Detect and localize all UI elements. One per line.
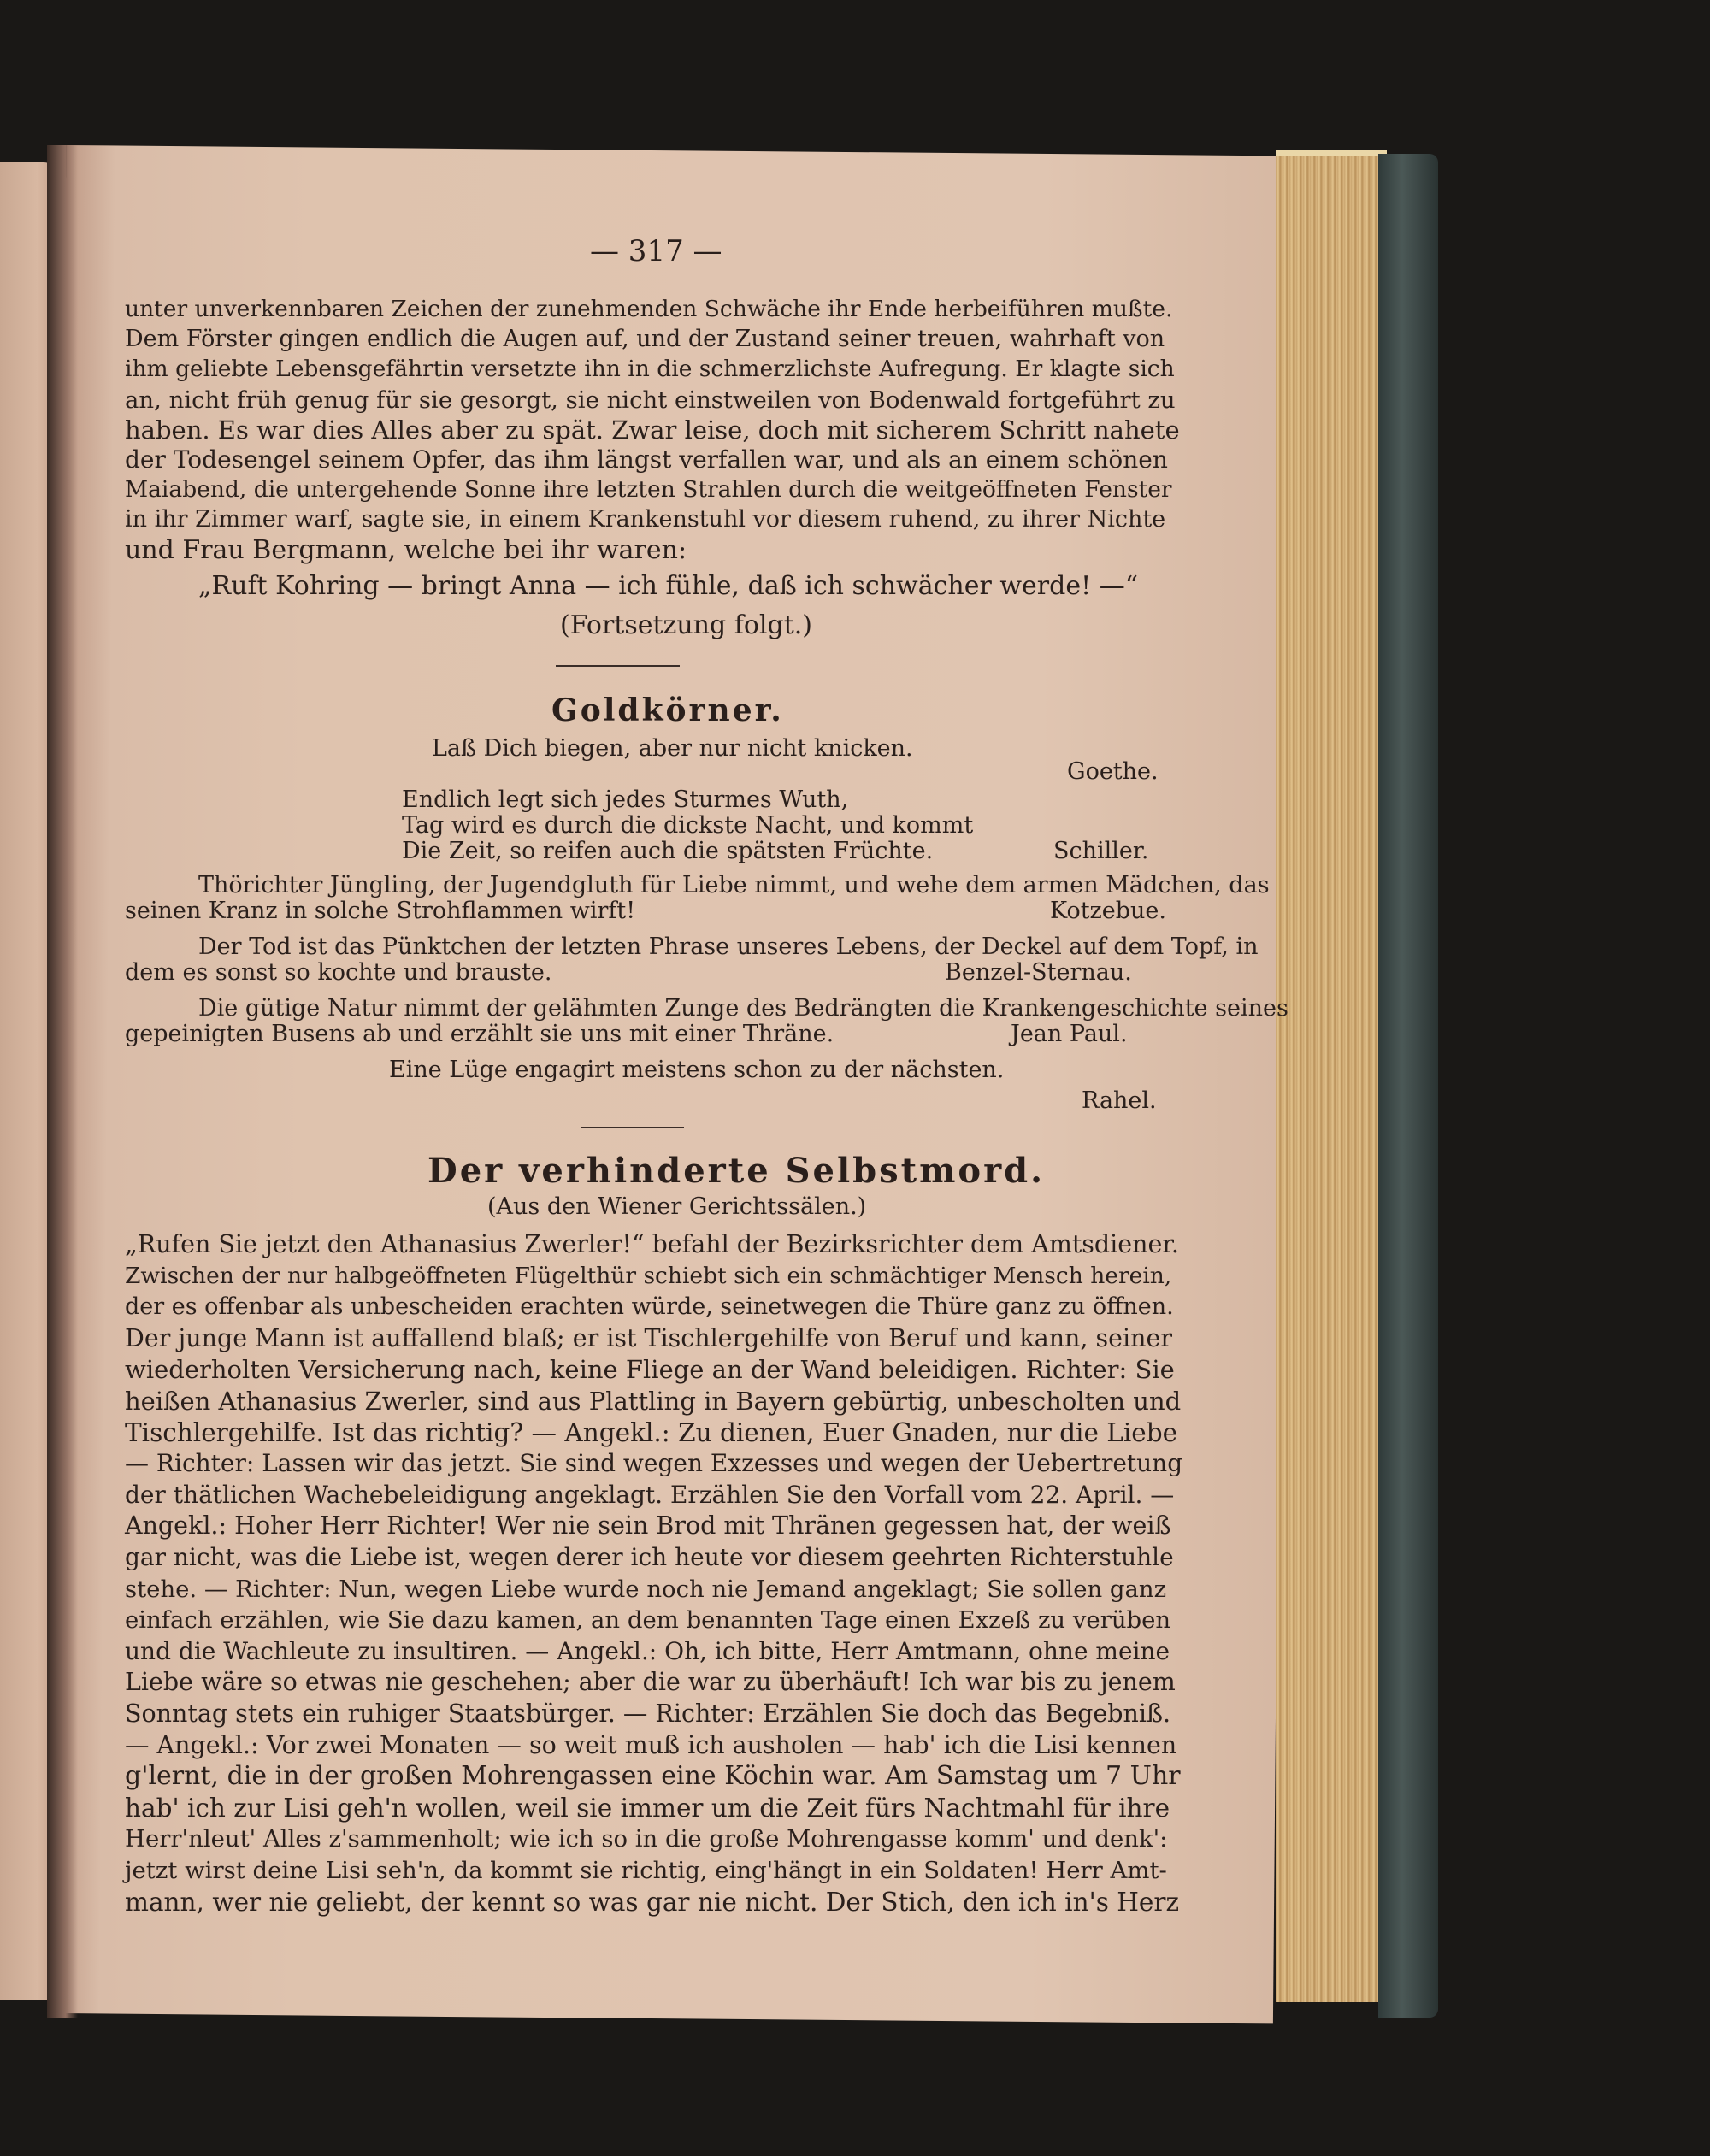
article-line: mann, wer nie geliebt, der kennt so was gar nie nicht. Der Stich, den ich in's Herz	[125, 1887, 1180, 1917]
story-line: an, nicht früh genug für sie gesorgt, sie nicht einstweilen von Bodenwald fortgeführt zu	[125, 386, 1176, 414]
article-line: hab' ich zur Lisi geh'n wollen, weil sie immer um die Zeit fürs Nachtmahl für ihre	[125, 1793, 1170, 1823]
page-block-edge	[1276, 156, 1387, 2002]
story-line: haben. Es war dies Alles aber zu spät. Zwar leise, doch mit sicherem Schritt nahete	[125, 415, 1180, 445]
divider-2	[581, 1127, 684, 1128]
quote-rahel-author: Rahel.	[1082, 1087, 1157, 1114]
article-line: wiederholten Versicherung nach, keine Fliege an der Wand beleidigen. Richter: Sie	[125, 1355, 1175, 1385]
continued-note: (Fortsetzung folgt.)	[560, 610, 812, 640]
quote-goethe-text: Laß Dich biegen, aber nur nicht knicken.	[432, 735, 913, 762]
article-line: der thätlichen Wachebeleidigung angeklagt. Erzählen Sie den Vorfall vom 22. April. —	[125, 1480, 1175, 1509]
quote-jeanpaul-author: Jean Paul.	[1011, 1021, 1128, 1047]
article-line: Sonntag stets ein ruhiger Staatsbürger. — Richter: Erzählen Sie doch das Begebniß.	[125, 1699, 1171, 1728]
story-quote: „Ruft Kohring — bringt Anna — ich fühle, daß ich schwächer werde! —“	[198, 571, 1139, 601]
story-line: in ihr Zimmer warf, sagte sie, in einem Krankenstuhl vor diesem ruhend, zu ihrer Nichte	[125, 506, 1166, 533]
quote-jeanpaul-line-1: Die gütige Natur nimmt der gelähmten Zunge des Bedrängten die Krankengeschichte seines	[198, 995, 1288, 1022]
story-line: und Frau Bergmann, welche bei ihr waren:	[125, 534, 687, 565]
quote-benzel-line-1: Der Tod ist das Pünktchen der letzten Phrase unseres Lebens, der Deckel auf dem Topf, in	[198, 934, 1259, 960]
story-line: unter unverkennbaren Zeichen der zunehmenden Schwäche ihr Ende herbeiführen mußte.	[125, 296, 1173, 322]
section-title-selbstmord: Der verhinderte Selbstmord.	[428, 1151, 1046, 1191]
book-cover-edge	[1378, 154, 1438, 2018]
quote-benzel-author: Benzel-Sternau.	[945, 959, 1132, 986]
quote-schiller-line-3: Die Zeit, so reifen auch die spätsten Früchte.	[402, 838, 934, 864]
book-gutter	[47, 145, 78, 2018]
article-line: g'lernt, die in der großen Mohrengassen eine Köchin war. Am Samstag um 7 Uhr	[125, 1761, 1181, 1792]
quote-schiller-line-2: Tag wird es durch die dickste Nacht, und kommt	[402, 812, 974, 839]
quote-kotzebue-author: Kotzebue.	[1050, 898, 1166, 924]
article-line: Herr'nleut' Alles z'sammenholt; wie ich so in die große Mohrengasse komm' und denk':	[125, 1825, 1168, 1853]
article-line: der es offenbar als unbescheiden erachten würde, seinetwegen die Thüre ganz zu öffnen.	[125, 1293, 1174, 1321]
article-line: stehe. — Richter: Nun, wegen Liebe wurde noch nie Jemand angeklagt; Sie sollen ganz	[125, 1575, 1167, 1603]
quote-goethe-author: Goethe.	[1067, 758, 1159, 785]
page-number: — 317 —	[590, 234, 722, 268]
section-subtitle: (Aus den Wiener Gerichtssälen.)	[487, 1193, 867, 1220]
article-line: einfach erzählen, wie Sie dazu kamen, an dem benannten Tage einen Exzeß zu verüben	[125, 1606, 1171, 1635]
quote-schiller-author: Schiller.	[1053, 838, 1149, 864]
article-line: Der junge Mann ist auffallend blaß; er ist Tischlergehilfe von Beruf und kann, seiner	[125, 1323, 1172, 1352]
quote-jeanpaul-line-2: gepeinigten Busens ab und erzählt sie uns mit einer Thräne.	[125, 1021, 834, 1047]
article-line: gar nicht, was die Liebe ist, wegen derer ich heute vor diesem geehrten Richterstuhle	[125, 1543, 1174, 1571]
story-line: Dem Förster gingen endlich die Augen auf, und der Zustand seiner treuen, wahrhaft von	[125, 326, 1165, 353]
quote-kotzebue-line-2: seinen Kranz in solche Strohflammen wirft!	[125, 898, 636, 924]
article-line: jetzt wirst deine Lisi seh'n, da kommt sie richtig, eing'hängt in ein Soldaten! Herr Amt-	[125, 1857, 1167, 1884]
quote-kotzebue-line-1: Thörichter Jüngling, der Jugendgluth für Liebe nimmt, und wehe dem armen Mädchen, das	[198, 872, 1270, 898]
article-line: Liebe wäre so etwas nie geschehen; aber die war zu überhäuft! Ich war bis zu jenem	[125, 1668, 1176, 1697]
article-line: und die Wachleute zu insultiren. — Angekl.: Oh, ich bitte, Herr Amtmann, ohne meine	[125, 1636, 1170, 1665]
quote-schiller-line-1: Endlich legt sich jedes Sturmes Wuth,	[402, 786, 849, 813]
section-title-goldkoerner: Goldkörner.	[551, 692, 784, 728]
article-line: Tischlergehilfe. Ist das richtig? — Angekl.: Zu dienen, Euer Gnaden, nur die Liebe	[125, 1417, 1178, 1447]
quote-benzel-line-2: dem es sonst so kochte und brauste.	[125, 959, 552, 986]
article-line: — Richter: Lassen wir das jetzt. Sie sind wegen Exzesses und wegen der Uebertretung	[125, 1449, 1183, 1478]
story-line: Maiabend, die untergehende Sonne ihre letzten Strahlen durch die weitgeöffneten Fenster	[125, 476, 1172, 504]
article-line: Angekl.: Hoher Herr Richter! Wer nie sein Brod mit Thränen gegessen hat, der weiß	[125, 1511, 1171, 1540]
article-line: „Rufen Sie jetzt den Athanasius Zwerler!“ befahl der Bezirksrichter dem Amtsdiener.	[125, 1230, 1179, 1258]
article-line: heißen Athanasius Zwerler, sind aus Plattling in Bayern gebürtig, unbescholten und	[125, 1387, 1182, 1416]
divider-1	[556, 665, 680, 667]
story-line: der Todesengel seinem Opfer, das ihm längst verfallen war, und als an einem schönen	[125, 445, 1168, 474]
article-line: — Angekl.: Vor zwei Monaten — so weit muß ich ausholen — hab' ich die Lisi kennen	[125, 1730, 1177, 1759]
story-line: ihm geliebte Lebensgefährtin versetzte ihn in die schmerzlichste Aufregung. Er klagte sich	[125, 356, 1175, 383]
quote-rahel-text: Eine Lüge engagirt meistens schon zu der nächsten.	[389, 1057, 1005, 1083]
article-line: Zwischen der nur halbgeöffneten Flügelthür schiebt sich ein schmächtiger Mensch herein,	[125, 1262, 1172, 1289]
